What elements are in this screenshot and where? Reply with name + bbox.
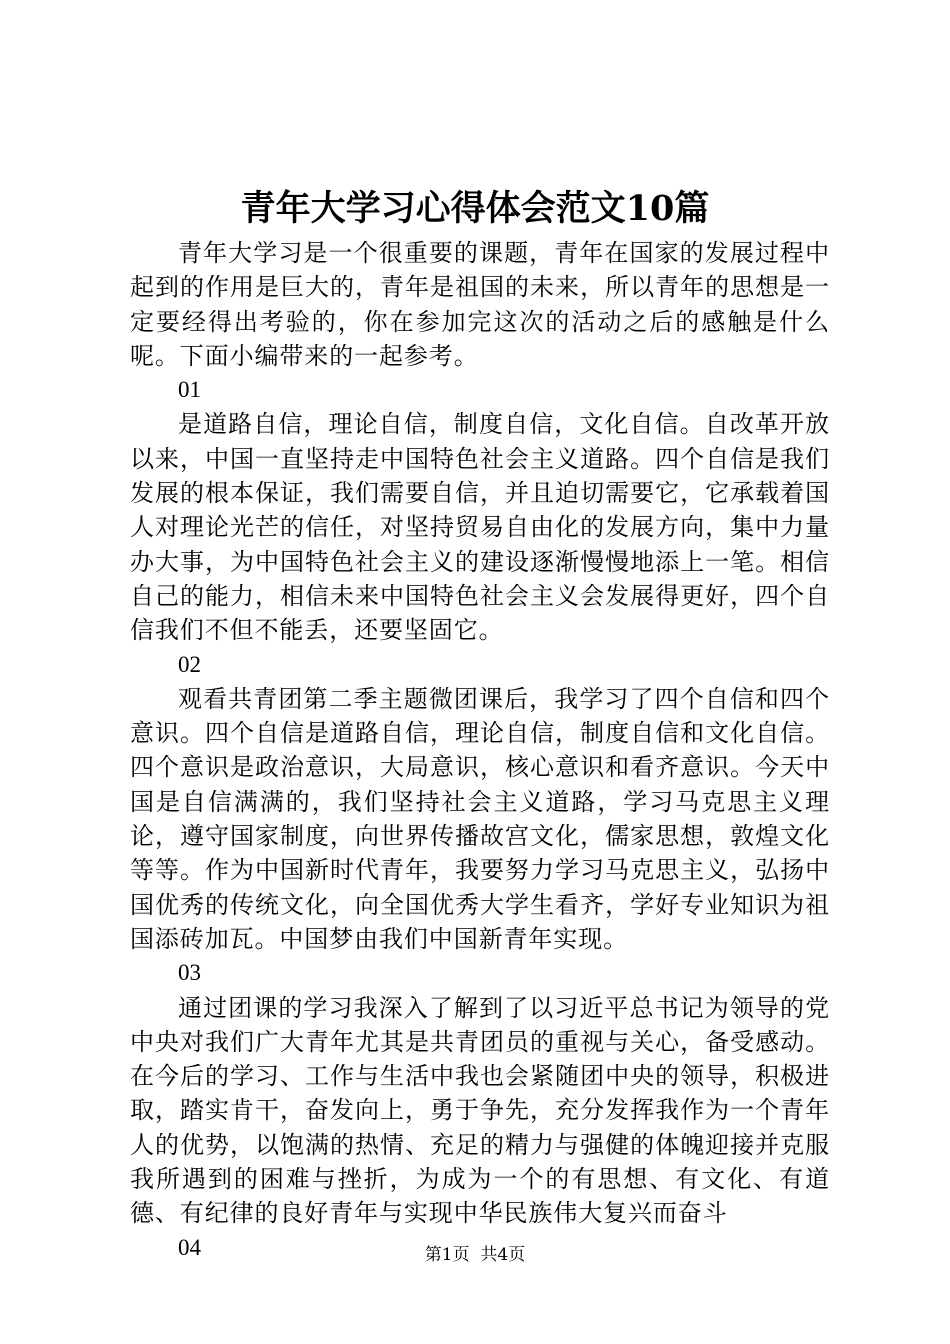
page-total: 共4页 <box>480 1245 526 1265</box>
section-number-02: 02 <box>178 651 201 677</box>
section-number-03: 03 <box>178 960 201 986</box>
section-text-03: 通过团课的学习我深入了解到了以习近平总书记为领导的党中央对我们广大青年尤其是共青团员的重视与关心，备受感动。在今后的学习、工作与生活中我也会紧随团中央的领导，积极进取，踏实肯干，奋发向上，勇于争先，充分发挥我作为一个青年人的优势，以饱满的热情、充足的精力与强健的体魄迎接并克服我所遇到的困难与挫折，为成为一个的有思想、有文化、有道德、有纪律的良好青年与实现中华民族伟大复兴而奋斗 <box>130 993 830 1228</box>
page-number: 第1页 <box>424 1245 470 1265</box>
page-footer <box>0 1243 950 1267</box>
document-title: 青年大学习心得体会范文10篇 <box>240 188 710 229</box>
section-text-01: 是道路自信，理论自信，制度自信，文化自信。自改革开放以来，中国一直坚持走中国特色社会主义道路。四个自信是我们发展的根本保证，我们需要自信，并且迫切需要它，它承载着国人对理论光芒的信任，对坚持贸易自由化的发展方向，集中力量办大事，为中国特色社会主义的建设逐渐慢慢地添上一笔。相信自己的能力，相信未来中国特色社会主义会发展得更好，四个自信我们不但不能丢，还要坚固它。 <box>130 410 830 645</box>
section-number-01: 01 <box>178 377 201 403</box>
document-body <box>130 236 830 1265</box>
section-number-04: 04 <box>178 1234 201 1260</box>
section-text-02: 观看共青团第二季主题微团课后，我学习了四个自信和四个意识。四个自信是道路自信，理论自信，制度自信和文化自信。四个意识是政治意识，大局意识，核心意识和看齐意识。今天中国是自信满满的，我们坚持社会主义道路，学习马克思主义理论，遵守国家制度，向世界传播故宫文化，儒家思想，敦煌文化等等。作为中国新时代青年，我要努力学习马克思主义，弘扬中国优秀的传统文化，向全国优秀大学生看齐，学好专业知识为祖国添砖加瓦。中国梦由我们中国新青年实现。 <box>130 684 830 953</box>
intro-paragraph: 青年大学习是一个很重要的课题，青年在国家的发展过程中起到的作用是巨大的，青年是祖国的未来，所以青年的思想是一定要经得出考验的，你在参加完这次的活动之后的感触是什么呢。下面小编带来的一起参考。 <box>130 239 830 370</box>
